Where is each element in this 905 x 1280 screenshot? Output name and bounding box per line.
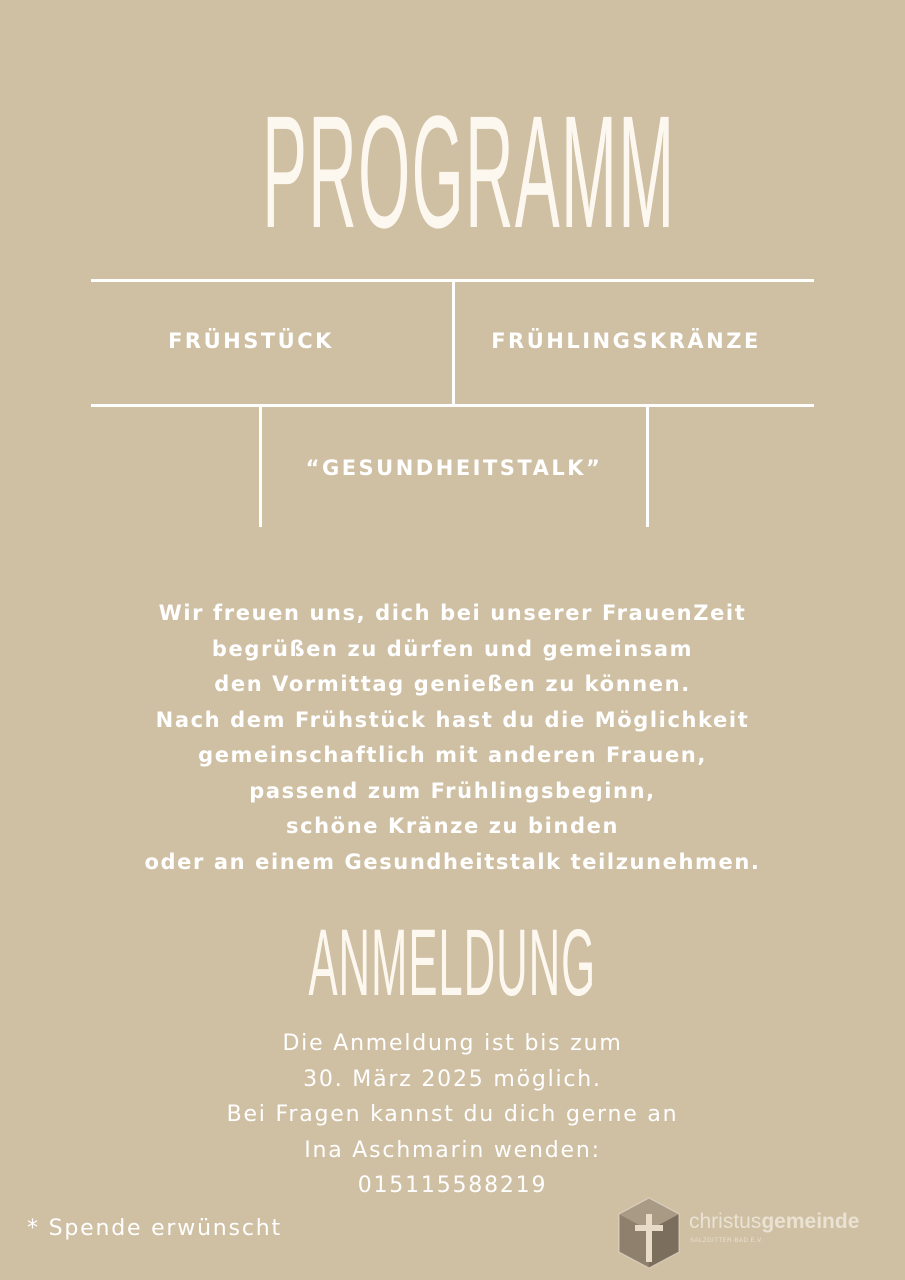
registration-line: Die Anmeldung ist bis zum	[282, 1031, 623, 1056]
program-item-spring-wreaths: FRÜHLINGSKRÄNZE	[491, 329, 761, 353]
registration-line: 30. März 2025 möglich.	[303, 1066, 602, 1092]
invitation-line: oder an einem Gesundheitstalk teilzunehmen.	[144, 849, 761, 874]
registration-line: Ina Aschmarin wenden:	[304, 1137, 601, 1163]
registration-line: Bei Fragen kannst du dich gerne an	[226, 1102, 679, 1127]
invitation-line: Wir freuen uns, dich bei unserer FrauenZeit	[158, 601, 747, 625]
program-item-breakfast: FRÜHSTÜCK	[168, 329, 334, 353]
registration-heading: ANMELDUNG	[308, 910, 596, 1016]
program-grid-middle-line	[91, 404, 814, 407]
logo-wordmark	[689, 1210, 859, 1234]
invitation-line: schöne Kränze zu binden	[285, 814, 620, 838]
cross-cube-icon	[615, 1192, 683, 1272]
invitation-line: gemeinschaftlich mit anderen Frauen,	[198, 743, 707, 767]
program-grid-center-divider	[452, 282, 455, 404]
donation-footnote: * Spende erwünscht	[27, 1216, 282, 1241]
registration-phone: 015115588219	[357, 1173, 548, 1198]
program-item-health-talk: “GESUNDHEITSTALK”	[305, 456, 603, 480]
church-logo	[615, 1192, 895, 1272]
invitation-line: den Vormittag genießen zu können.	[214, 672, 691, 696]
invitation-line: passend zum Frühlingsbeginn,	[249, 778, 656, 803]
logo-subtitle: SALZGITTER-BAD E.V.	[690, 1238, 764, 1244]
page-title: PROGRAMM	[262, 82, 676, 261]
invitation-line: begrüßen zu dürfen und gemeinsam	[211, 636, 694, 661]
logo-wordmark-part2: gemeinde	[761, 1210, 860, 1233]
invitation-text	[50, 596, 855, 880]
registration-text	[50, 1026, 855, 1204]
invitation-line: Nach dem Frühstück hast du die Möglichkeit	[155, 707, 750, 732]
program-grid-right-divider	[646, 407, 649, 527]
logo-wordmark-part1: christus	[689, 1210, 762, 1233]
